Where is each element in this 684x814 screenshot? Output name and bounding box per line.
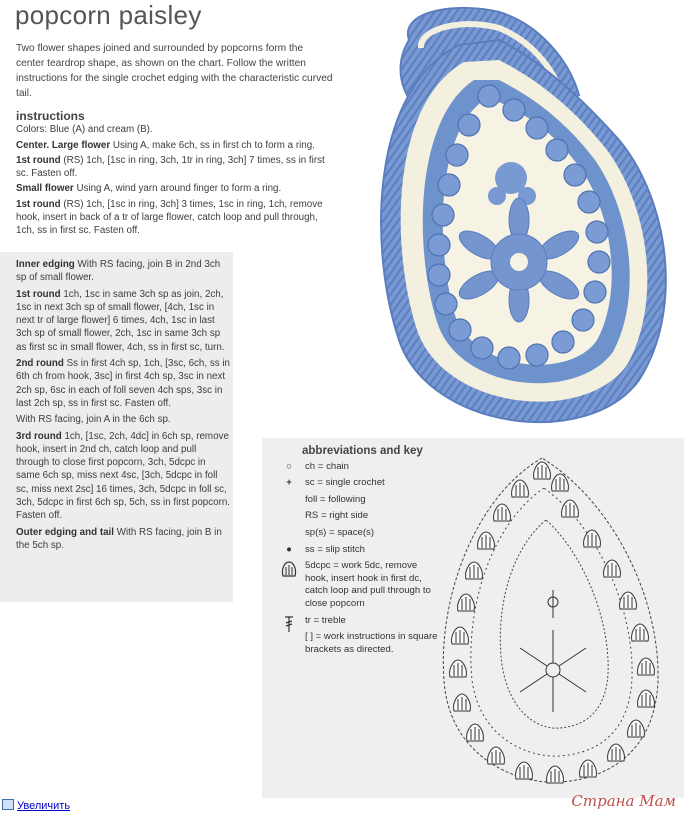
key-row-sc: [280, 477, 440, 490]
abbreviations-heading: abbreviations and key: [302, 445, 423, 457]
popcorn-mark: [584, 530, 601, 547]
edging-round3-paragraph: [16, 430, 232, 523]
slip-stitch-dot-icon: ●: [286, 543, 292, 555]
key-row-ss: [280, 544, 440, 557]
key-text: tr = treble: [305, 614, 346, 626]
popcorn-mark: [467, 724, 484, 741]
popcorn-mark: [628, 720, 645, 737]
outer-edging-paragraph: [16, 526, 232, 553]
edging-round3-label: 3rd round: [16, 430, 62, 442]
key-text: sc = single crochet: [305, 477, 385, 489]
edging-round1-paragraph: [16, 288, 232, 354]
crochet-chart-svg: [420, 440, 684, 795]
popcorn-mark: [478, 532, 495, 549]
popcorn-mark: [458, 594, 475, 611]
key-text: 5dcpc = work 5dc, remove hook, insert hook in first dc, catch loop and pull through to close popcorn: [305, 560, 431, 609]
intro-text: Two flower shapes joined and surrounded by popcorns form the center teardrop shape, as shown on the chart. Follow the written instructions for the single crochet edging with the characteristic curved tail.: [16, 43, 333, 99]
popcorn-mark: [562, 500, 579, 517]
center-label: Center. Large flower: [16, 139, 111, 151]
small-round1-paragraph: [16, 198, 334, 238]
key-row-rs: [280, 510, 440, 523]
center-paragraph: [16, 139, 334, 152]
edging-round2-label: 2nd round: [16, 358, 64, 370]
popcorn-mark: [620, 592, 637, 609]
popcorn-mark: [454, 694, 471, 711]
round1-paragraph: [16, 154, 334, 181]
popcorn-mark: [604, 560, 621, 577]
abbreviations-key: [280, 445, 440, 660]
watermark-logo: Страна Мам: [571, 792, 676, 810]
enlarge-link-label: Увеличить: [17, 800, 71, 812]
edging-round2-text: Ss in first 4ch sp, 1ch, [3sc, 6ch, ss in 6th ch from hook, 3sc] in first 4ch sp, 3sc in next 2ch sp, 6sc in each of foll seven 4ch sps, 3sc in last 2ch sp, ss in first sc. Fasten off.: [16, 358, 230, 409]
key-text: sp(s) = space(s): [305, 526, 375, 538]
small-flower-text: Using A, wind yarn around finger to form a ring.: [73, 183, 282, 195]
popcorn-mark: [580, 760, 597, 777]
sc-cross-icon: +: [286, 477, 292, 489]
key-row-popcorn: [280, 560, 440, 610]
magnify-icon: [2, 799, 14, 810]
instructions-section: [16, 110, 334, 240]
join-paragraph: With RS facing, join A in the 6ch sp.: [16, 414, 171, 426]
key-text: foll = following: [305, 493, 366, 505]
small-round1-text: (RS) 1ch, [1sc in ring, 3ch] 3 times, 1sc in ring, 1ch, remove hook, insert in back of a tr of large flower, catch loop and pull through, 1ch, ss in first sc. Fasten off.: [16, 198, 323, 237]
popcorn-mark: [552, 474, 569, 491]
paisley-illustration: [339, 0, 684, 442]
key-row-foll: [280, 494, 440, 507]
key-text: ch = chain: [305, 460, 350, 472]
paisley-photo: [339, 0, 684, 442]
popcorn-mark: [638, 658, 655, 675]
edging-round2-paragraph: [16, 357, 232, 410]
edging-round3-text: 1ch, [1sc, 2ch, 4dc] in 6ch sp, remove hook, insert in 2nd ch, catch loop and pull through to close first popcorn, 3ch, 5dcpc in same 6ch sp, miss next 4sc, [3ch, 5dcpc in foll sc, miss next 2sc] 16 times, 3ch, 5dcpc in foll sc, 3ch, 5dcpc in first 6ch sp, 5ch, ss in first popcorn. Fasten off.: [16, 430, 230, 522]
popcorn-mark: [608, 744, 625, 761]
popcorn-symbol-icon: [280, 560, 298, 583]
key-row-brackets: [280, 631, 440, 656]
key-row-tr: [280, 615, 440, 628]
popcorn-mark: [488, 747, 505, 764]
popcorn-mark: [534, 462, 551, 479]
popcorn-mark: [466, 562, 483, 579]
popcorn-mark: [450, 660, 467, 677]
round1-label: 1st round: [16, 154, 61, 166]
small-flower-label: Small flower: [16, 183, 74, 195]
outer-edging-text: With RS facing, join B in the 5ch sp.: [16, 526, 222, 551]
key-text: [ ] = work instructions in square brackets as directed.: [305, 631, 438, 655]
popcorn-mark: [452, 627, 469, 644]
popcorn-mark: [547, 766, 564, 783]
outer-edging-label: Outer edging and tail: [16, 526, 114, 538]
key-text: ss = slip stitch: [305, 543, 365, 555]
key-row-chain: [280, 461, 440, 474]
small-round1-label: 1st round: [16, 198, 61, 210]
center-text: Using A, make 6ch, ss in first ch to form a ring.: [110, 139, 315, 151]
colors-text: Colors: Blue (A) and cream (B).: [16, 124, 153, 136]
page-title: popcorn paisley: [15, 0, 202, 30]
inner-edging-text: With RS facing, join B in 2nd 3ch sp of small flower.: [16, 259, 221, 284]
enlarge-link[interactable]: [2, 799, 70, 812]
key-text: RS = right side: [305, 510, 369, 522]
crochet-chart: [420, 440, 684, 795]
edging-round1-text: 1ch, 1sc in same 3ch sp as join, 2ch, 1sc in next 3ch sp of small flower, [4ch, 1sc in next tr of large flower] 6 times, 4ch, 1sc in last 3ch sp of small flower, 2ch, 1sc in same 3ch sp as first sc in small flower, 4ch, ss in first sc, turn.: [16, 288, 225, 353]
key-row-sp: [280, 527, 440, 540]
popcorn-mark: [494, 504, 511, 521]
chain-symbol-icon: ○: [286, 460, 292, 472]
inner-edging-paragraph: [16, 258, 232, 285]
round1-text: (RS) 1ch, [1sc in ring, 3ch, 1tr in ring, 3ch] 7 times, ss in first sc. Fasten off.: [16, 154, 325, 180]
instructions-heading: instructions: [16, 109, 85, 123]
popcorn-mark: [632, 624, 649, 641]
edging-section: [16, 258, 232, 555]
inner-edging-label: Inner edging: [16, 259, 75, 270]
popcorn-mark: [512, 480, 529, 497]
edging-round1-label: 1st round: [16, 288, 61, 300]
small-flower-paragraph: [16, 182, 334, 195]
popcorn-mark: [516, 762, 533, 779]
popcorn-mark: [638, 690, 655, 707]
